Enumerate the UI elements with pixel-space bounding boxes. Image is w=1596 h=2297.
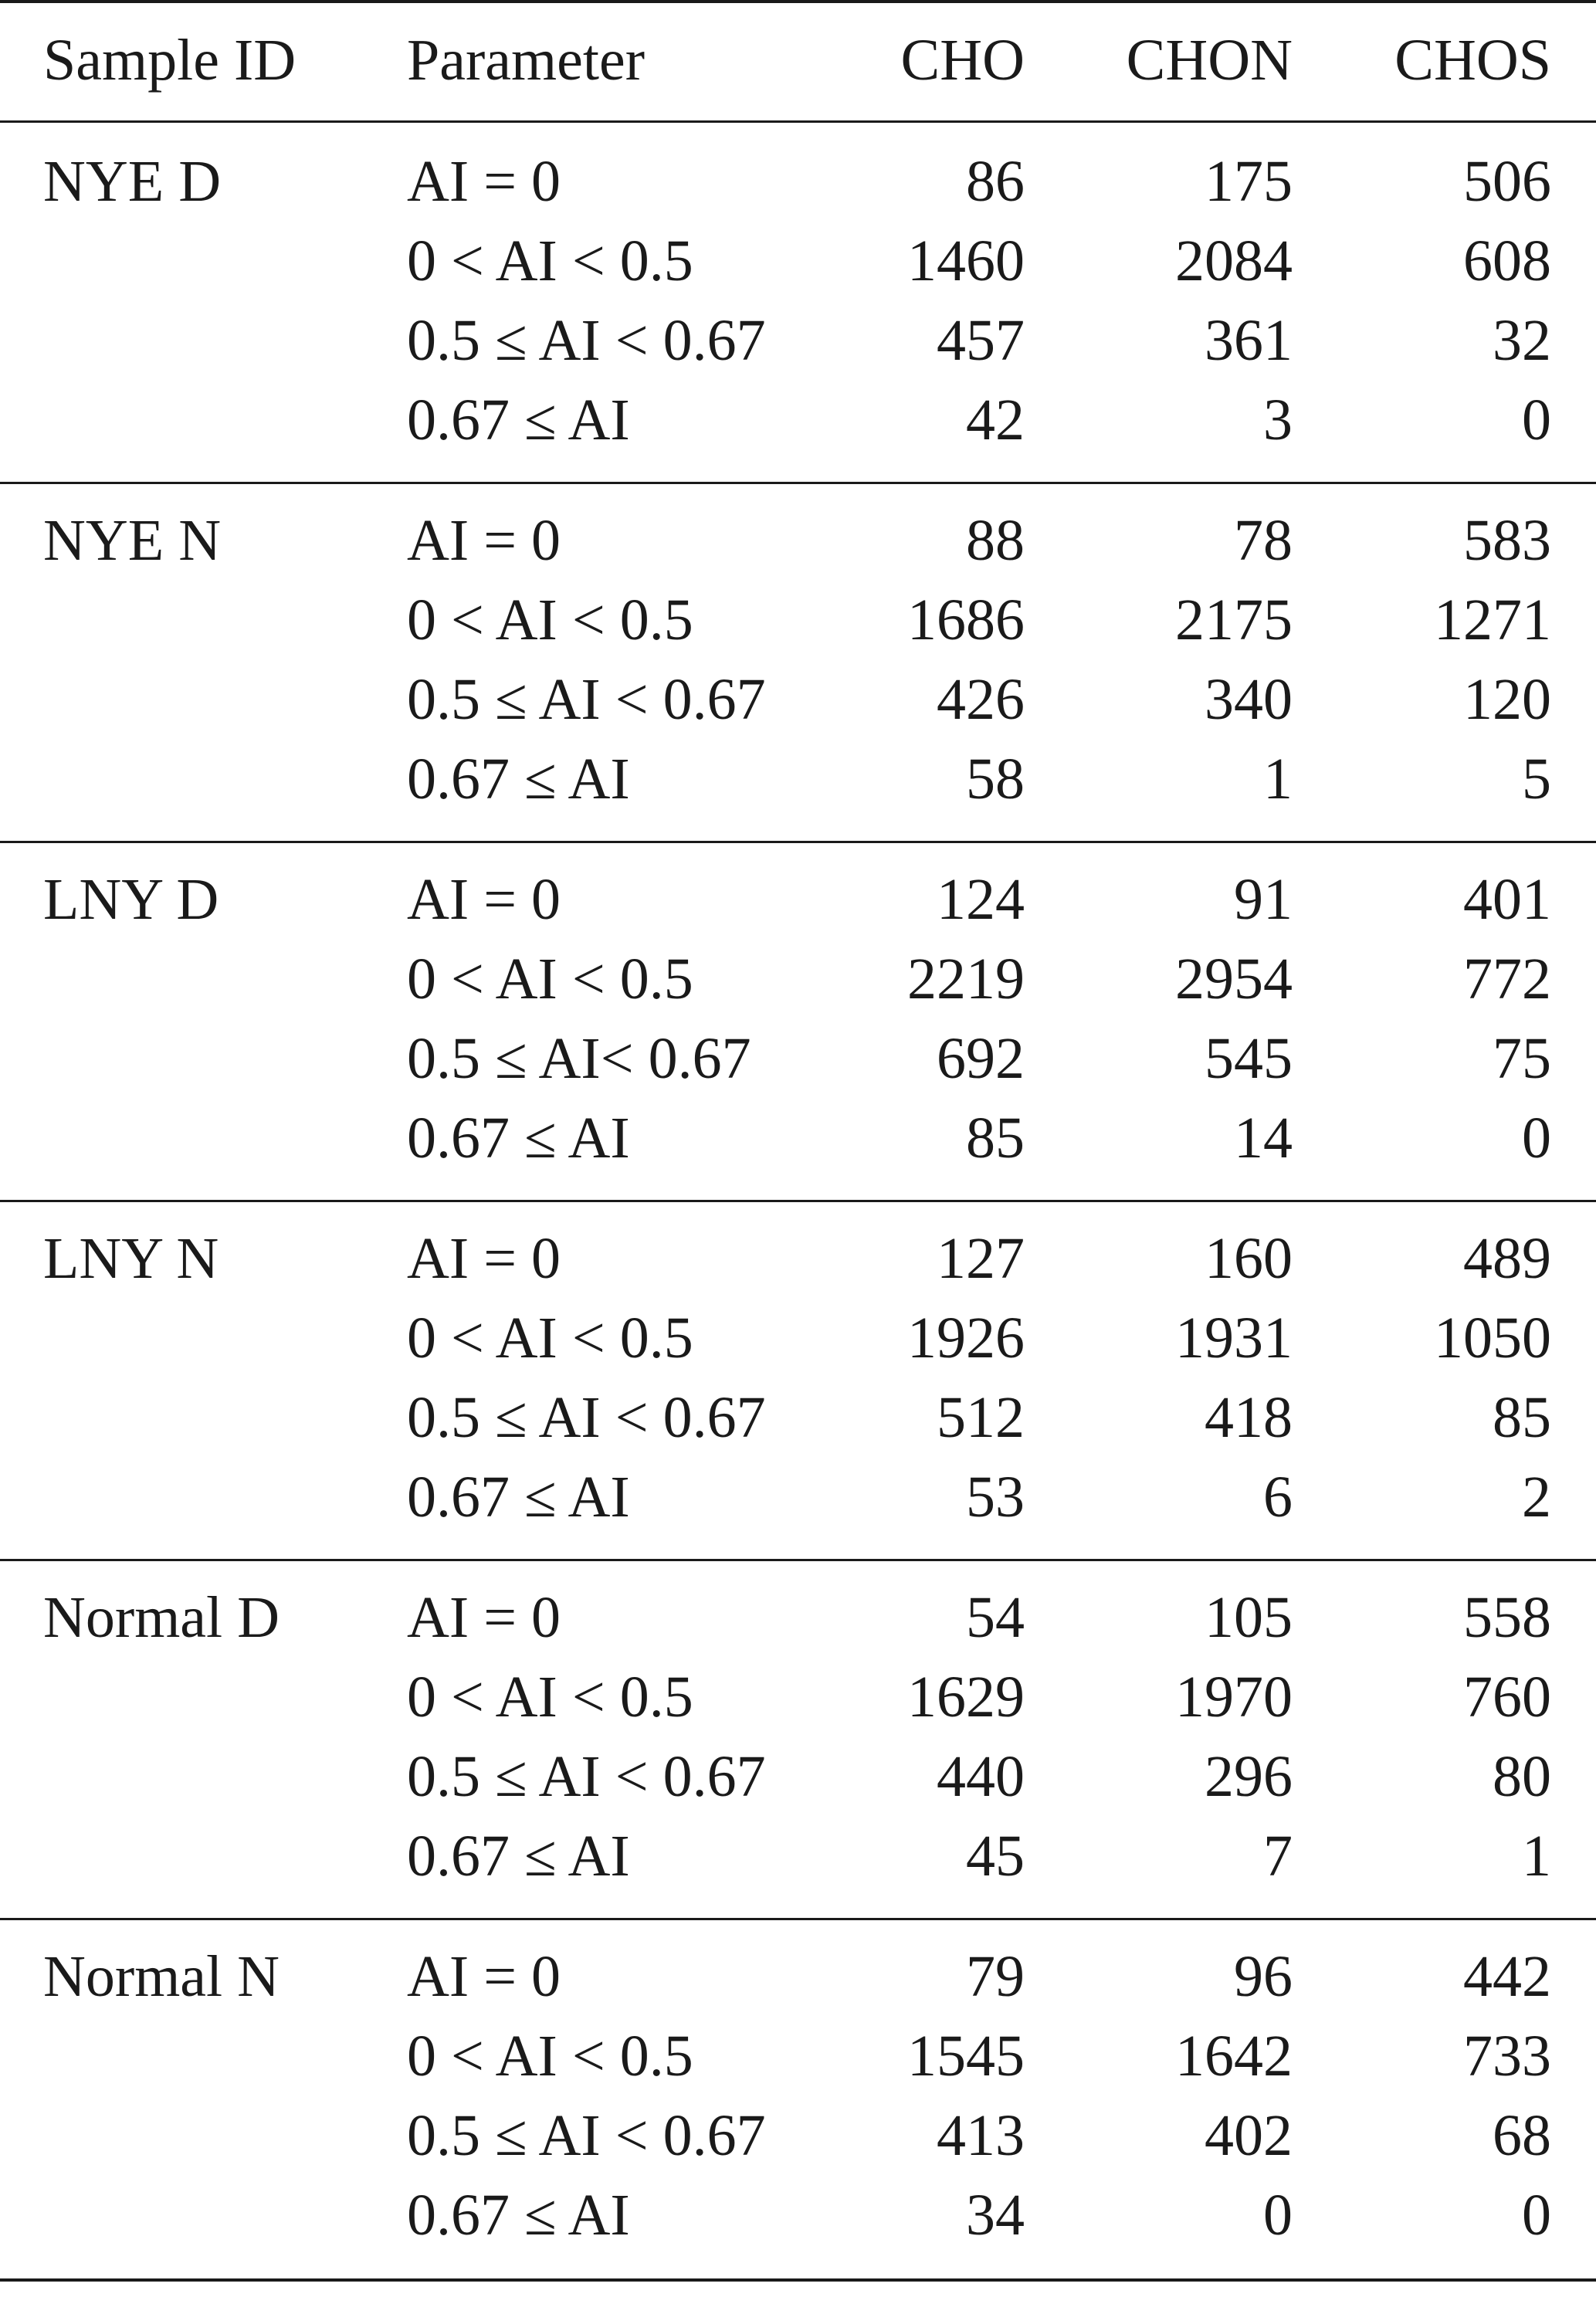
parameter-cell: 0 < AI < 0.5: [407, 229, 693, 293]
parameter-cell: AI = 0: [407, 1226, 561, 1291]
chos-cell: 772: [1463, 947, 1551, 1011]
sample-group-lny-n: [0, 1219, 1596, 1579]
chon-cell: 14: [1234, 1106, 1293, 1171]
cho-cell: 1460: [907, 229, 1025, 293]
table-row: [0, 1219, 1596, 1299]
parameter-cell: 0.5 ≤ AI < 0.67: [407, 1385, 766, 1450]
cho-cell: 34: [966, 2183, 1025, 2248]
chon-cell: 361: [1205, 308, 1293, 373]
group-divider: [0, 1559, 1596, 1561]
chos-cell: 506: [1463, 149, 1551, 214]
chon-cell: 78: [1234, 508, 1293, 573]
table-row: [0, 1019, 1596, 1099]
parameter-cell: AI = 0: [407, 1585, 561, 1650]
group-divider: [0, 1918, 1596, 1920]
sample-group-normal-d: [0, 1578, 1596, 1938]
table-row: [0, 1378, 1596, 1458]
chos-cell: 5: [1522, 747, 1551, 811]
sample-group-lny-d: [0, 860, 1596, 1220]
table-row: [0, 1658, 1596, 1737]
chon-cell: 3: [1263, 388, 1293, 452]
sample-id-cell: Normal N: [43, 1944, 280, 2009]
parameter-cell: AI = 0: [407, 149, 561, 214]
table-row: [0, 2096, 1596, 2176]
chos-cell: 80: [1493, 1744, 1551, 1809]
table-row: [0, 940, 1596, 1019]
chon-cell: 2175: [1175, 588, 1293, 652]
parameter-cell: 0 < AI < 0.5: [407, 947, 693, 1011]
cho-cell: 88: [966, 508, 1025, 573]
header-parameter: Parameter: [407, 28, 646, 93]
table-row: [0, 1578, 1596, 1658]
chos-cell: 68: [1493, 2103, 1551, 2168]
cho-cell: 58: [966, 747, 1025, 811]
parameter-cell: 0 < AI < 0.5: [407, 1306, 693, 1370]
parameter-cell: 0.67 ≤ AI: [407, 1465, 630, 1530]
table-row: [0, 740, 1596, 819]
table-row: [0, 581, 1596, 660]
parameter-cell: 0.67 ≤ AI: [407, 2183, 630, 2248]
parameter-cell: 0.5 ≤ AI < 0.67: [407, 2103, 766, 2168]
chos-cell: 401: [1463, 867, 1551, 932]
cho-cell: 54: [966, 1585, 1025, 1650]
chos-cell: 0: [1522, 388, 1551, 452]
parameter-cell: 0.67 ≤ AI: [407, 1824, 630, 1889]
chos-cell: 442: [1463, 1944, 1551, 2009]
chon-cell: 7: [1263, 1824, 1293, 1889]
cho-cell: 124: [937, 867, 1025, 932]
chos-cell: 2: [1522, 1465, 1551, 1530]
table-header-rule: [0, 120, 1596, 123]
chon-cell: 545: [1205, 1026, 1293, 1091]
table-row: [0, 1937, 1596, 2017]
chos-cell: 1: [1522, 1824, 1551, 1889]
cho-cell: 85: [966, 1106, 1025, 1171]
cho-cell: 1629: [907, 1665, 1025, 1730]
chon-cell: 2954: [1175, 947, 1293, 1011]
chon-cell: 2084: [1175, 229, 1293, 293]
cho-cell: 86: [966, 149, 1025, 214]
sample-id-cell: LNY N: [43, 1226, 219, 1291]
table-row: [0, 860, 1596, 940]
chos-cell: 32: [1493, 308, 1551, 373]
cho-cell: 413: [937, 2103, 1025, 2168]
cho-cell: 1926: [907, 1306, 1025, 1370]
chon-cell: 175: [1205, 149, 1293, 214]
chon-cell: 1642: [1175, 2024, 1293, 2089]
chon-cell: 6: [1263, 1465, 1293, 1530]
chon-cell: 1931: [1175, 1306, 1293, 1370]
sample-group-nye-d: [0, 142, 1596, 502]
cho-cell: 440: [937, 1744, 1025, 1809]
table-row: [0, 2176, 1596, 2255]
parameter-cell: 0 < AI < 0.5: [407, 588, 693, 652]
table-header-row: [0, 21, 1596, 100]
table-row: [0, 1817, 1596, 1896]
cho-cell: 53: [966, 1465, 1025, 1530]
chos-cell: 608: [1463, 229, 1551, 293]
chos-cell: 760: [1463, 1665, 1551, 1730]
chos-cell: 558: [1463, 1585, 1551, 1650]
table-row: [0, 501, 1596, 581]
parameter-cell: 0.5 ≤ AI < 0.67: [407, 308, 766, 373]
chos-cell: 583: [1463, 508, 1551, 573]
cho-cell: 1545: [907, 2024, 1025, 2089]
table-row: [0, 1458, 1596, 1537]
chon-cell: 1970: [1175, 1665, 1293, 1730]
group-divider: [0, 1200, 1596, 1202]
cho-cell: 2219: [907, 947, 1025, 1011]
parameter-cell: 0 < AI < 0.5: [407, 1665, 693, 1730]
header-chos: CHOS: [1394, 28, 1551, 93]
sample-group-normal-n: [0, 1937, 1596, 2297]
parameter-cell: 0.67 ≤ AI: [407, 388, 630, 452]
chon-cell: 160: [1205, 1226, 1293, 1291]
cho-cell: 42: [966, 388, 1025, 452]
chon-cell: 340: [1205, 667, 1293, 732]
table-row: [0, 142, 1596, 222]
table-row: [0, 1099, 1596, 1178]
table-row: [0, 301, 1596, 381]
header-sample-id: Sample ID: [43, 28, 296, 93]
cho-cell: 79: [966, 1944, 1025, 2009]
table-row: [0, 1299, 1596, 1378]
parameter-cell: 0.67 ≤ AI: [407, 747, 630, 811]
header-chon: CHON: [1126, 28, 1293, 93]
chon-cell: 402: [1205, 2103, 1293, 2168]
table-row: [0, 222, 1596, 301]
chon-cell: 91: [1234, 867, 1293, 932]
cho-cell: 127: [937, 1226, 1025, 1291]
sample-id-cell: LNY D: [43, 867, 219, 932]
table-top-rule: [0, 0, 1596, 3]
chon-cell: 1: [1263, 747, 1293, 811]
table-row: [0, 1737, 1596, 1817]
chos-cell: 1271: [1434, 588, 1551, 652]
chos-cell: 733: [1463, 2024, 1551, 2089]
chos-cell: 120: [1463, 667, 1551, 732]
header-cho: CHO: [900, 28, 1025, 93]
parameter-cell: 0.5 ≤ AI< 0.67: [407, 1026, 751, 1091]
cho-cell: 512: [937, 1385, 1025, 1450]
cho-cell: 692: [937, 1026, 1025, 1091]
chos-cell: 0: [1522, 1106, 1551, 1171]
cho-cell: 426: [937, 667, 1025, 732]
parameter-cell: AI = 0: [407, 508, 561, 573]
sample-id-cell: NYE N: [43, 508, 222, 573]
table-row: [0, 660, 1596, 740]
chos-cell: 85: [1493, 1385, 1551, 1450]
chon-cell: 105: [1205, 1585, 1293, 1650]
parameter-cell: 0.67 ≤ AI: [407, 1106, 630, 1171]
table-bottom-rule: [0, 2278, 1596, 2282]
chos-cell: 75: [1493, 1026, 1551, 1091]
group-divider: [0, 482, 1596, 484]
chos-cell: 489: [1463, 1226, 1551, 1291]
chos-cell: 0: [1522, 2183, 1551, 2248]
chon-cell: 418: [1205, 1385, 1293, 1450]
cho-cell: 45: [966, 1824, 1025, 1889]
sample-id-cell: Normal D: [43, 1585, 280, 1650]
chon-cell: 0: [1263, 2183, 1293, 2248]
sample-id-cell: NYE D: [43, 149, 222, 214]
cho-cell: 457: [937, 308, 1025, 373]
parameter-cell: AI = 0: [407, 1944, 561, 2009]
table-row: [0, 2017, 1596, 2096]
parameter-cell: 0 < AI < 0.5: [407, 2024, 693, 2089]
chos-cell: 1050: [1434, 1306, 1551, 1370]
parameter-cell: 0.5 ≤ AI < 0.67: [407, 1744, 766, 1809]
chon-cell: 96: [1234, 1944, 1293, 2009]
sample-group-nye-n: [0, 501, 1596, 861]
parameter-cell: 0.5 ≤ AI < 0.67: [407, 667, 766, 732]
chon-cell: 296: [1205, 1744, 1293, 1809]
parameter-cell: AI = 0: [407, 867, 561, 932]
table-row: [0, 381, 1596, 460]
group-divider: [0, 841, 1596, 843]
cho-cell: 1686: [907, 588, 1025, 652]
